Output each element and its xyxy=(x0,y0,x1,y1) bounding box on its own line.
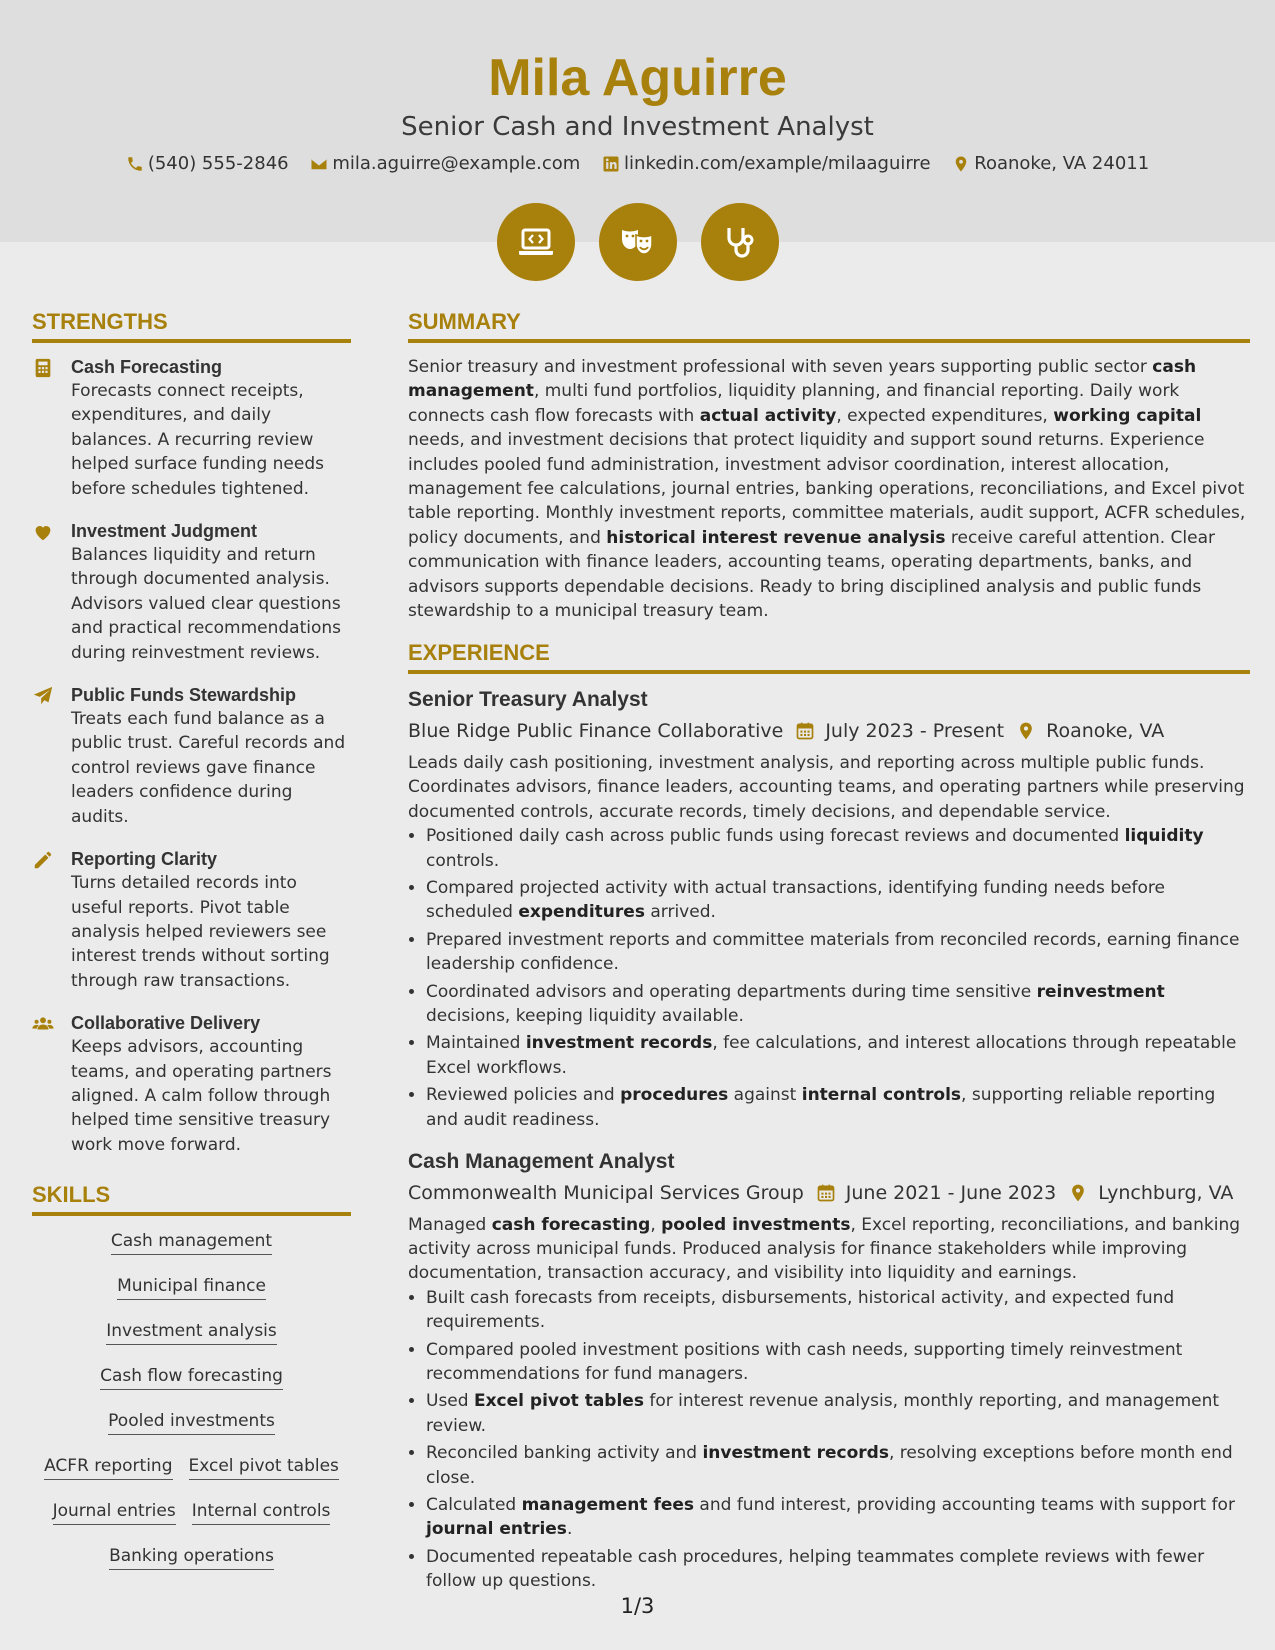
contact-line xyxy=(0,152,1275,180)
summary-heading: SUMMARY xyxy=(408,306,1250,343)
badge-stethoscope xyxy=(701,203,779,281)
skill-tag: Internal controls xyxy=(192,1498,331,1525)
job-meta xyxy=(408,1178,1250,1207)
job-bullet: • Reviewed policies and procedures against internal controls, supporting reliable reporting and audit readiness. xyxy=(426,1083,1250,1132)
experience-list xyxy=(408,686,1250,1593)
laptop-code-icon xyxy=(516,222,556,262)
skills-heading: SKILLS xyxy=(32,1179,351,1216)
phone-text: (540) 555-2846 xyxy=(147,153,289,174)
skill-tag: Banking operations xyxy=(109,1543,274,1570)
strength-item xyxy=(32,355,351,501)
skill-tag: Pooled investments xyxy=(108,1408,275,1435)
job-dates: June 2021 - June 2023 xyxy=(845,1181,1057,1204)
strength-description: Forecasts connect receipts, expenditures, and daily balances. A recurring review helped surface funding needs before schedules tightened. xyxy=(71,381,324,499)
skill-tag: Municipal finance xyxy=(117,1273,266,1300)
job-bullet: • Calculated management fees and fund interest, providing accounting teams with support for journal entries. xyxy=(426,1493,1250,1542)
calendar-icon xyxy=(816,1183,836,1203)
calculator-icon xyxy=(32,357,54,379)
phone-icon xyxy=(126,155,144,173)
job-bullet: • Prepared investment reports and committee materials from reconciled records, earning finance leadership confidence. xyxy=(426,928,1250,977)
calendar-icon xyxy=(795,721,815,741)
strength-item xyxy=(32,683,351,829)
strengths-heading: STRENGTHS xyxy=(32,306,351,343)
theater-masks-icon xyxy=(618,222,658,262)
job-location: Lynchburg, VA xyxy=(1098,1181,1234,1204)
job-title: Senior Treasury Analyst xyxy=(408,688,648,712)
strength-description: Keeps advisors, accounting teams, and operating partners aligned. A calm follow through helped time sensitive treasury work move forward. xyxy=(71,1037,332,1155)
experience-heading: EXPERIENCE xyxy=(408,637,1250,674)
page-number: 1/3 xyxy=(620,1594,655,1618)
strength-description: Balances liquidity and return through documented analysis. Advisors valued clear questions and practical recommendations during reinvestment reviews. xyxy=(71,545,342,663)
job-bullets xyxy=(408,1286,1250,1594)
linkedin-icon xyxy=(602,155,620,173)
job-bullet: • Coordinated advisors and operating departments during time sensitive reinvestment decisions, keeping liquidity available. xyxy=(426,980,1250,1029)
users-icon xyxy=(32,1013,54,1035)
badge-laptop-code xyxy=(497,203,575,281)
contact-email[interactable] xyxy=(310,152,580,176)
job-description: Managed cash forecasting, pooled investments, Excel reporting, reconciliations, and banking activity across municipal funds. Produced analysis for finance stakeholders while improving documentation, transaction accuracy, and visibility into liquidity and earnings. xyxy=(408,1214,1241,1284)
job-bullet: • Built cash forecasts from receipts, disbursements, historical activity, and expected fund requirements. xyxy=(426,1286,1250,1335)
envelope-icon xyxy=(310,155,328,173)
summary-text: Senior treasury and investment professional with seven years supporting public sector cash management, multi fund portfolios, liquidity planning, and financial reporting. Daily work connects cash flow forecasts with actual activity, expected expenditures, working capital needs, and investment decisions that protect liquidity and support sound returns. Experience includes pooled fund administration, investment advisor coordination, interest allocation, management fee calculations, journal entries, banking operations, reconciliations, and Excel pivot table reporting. Monthly investment reports, committee materials, audit support, ACFR schedules, policy documents, and historical interest revenue analysis receive careful attention. Clear communication with finance leaders, accounting teams, operating departments, banks, and advisors supports dependable decisions. Ready to bring disciplined analysis and public funds stewardship to a municipal treasury team. xyxy=(408,357,1246,622)
contact-linkedin[interactable] xyxy=(602,152,930,176)
pencil-icon xyxy=(32,849,54,871)
skill-tag: Excel pivot tables xyxy=(189,1453,339,1480)
location-text: Roanoke, VA 24011 xyxy=(974,153,1150,174)
right-column xyxy=(408,306,1250,1610)
job-company: Blue Ridge Public Finance Collaborative xyxy=(408,719,784,742)
candidate-title: Senior Cash and Investment Analyst xyxy=(401,112,874,142)
map-marker-icon xyxy=(1016,721,1036,741)
job-entry xyxy=(408,1148,1250,1594)
skill-row xyxy=(32,1318,351,1346)
job-meta xyxy=(408,716,1250,745)
strength-description: Treats each fund balance as a public trust. Careful records and control reviews gave finance leaders confidence during audits. xyxy=(71,709,346,827)
linkedin-text: linkedin.com/example/milaaguirre xyxy=(624,153,931,174)
skill-row xyxy=(32,1453,351,1481)
job-company: Commonwealth Municipal Services Group xyxy=(408,1181,804,1204)
strength-title: Cash Forecasting xyxy=(71,357,223,377)
skills-list xyxy=(32,1228,351,1571)
contact-phone[interactable] xyxy=(126,152,289,176)
candidate-name: Mila Aguirre xyxy=(488,49,787,107)
job-bullet: • Compared pooled investment positions with cash needs, supporting timely reinvestment recommendations for fund managers. xyxy=(426,1338,1250,1387)
badge-theater-masks xyxy=(599,203,677,281)
map-marker-icon xyxy=(1068,1183,1088,1203)
job-bullet: • Used Excel pivot tables for interest revenue analysis, monthly reporting, and management review. xyxy=(426,1389,1250,1438)
contact-location xyxy=(952,152,1149,176)
skill-tag: Cash flow forecasting xyxy=(100,1363,283,1390)
skill-tag: Journal entries xyxy=(53,1498,176,1525)
paper-plane-icon xyxy=(32,685,54,707)
job-bullet: • Documented repeatable cash procedures, helping teammates complete reviews with fewer follow up questions. xyxy=(426,1545,1250,1594)
skill-row xyxy=(32,1273,351,1301)
job-location: Roanoke, VA xyxy=(1046,719,1165,742)
skill-tag: ACFR reporting xyxy=(44,1453,172,1480)
job-bullet: • Positioned daily cash across public funds using forecast reviews and documented liquidity controls. xyxy=(426,824,1250,873)
job-bullet: • Compared projected activity with actual transactions, identifying funding needs before scheduled expenditures arrived. xyxy=(426,876,1250,925)
strength-title: Public Funds Stewardship xyxy=(71,685,297,706)
strength-item xyxy=(32,519,351,665)
job-bullet: • Maintained investment records, fee calculations, and interest allocations through repeatable Excel workflows. xyxy=(426,1031,1250,1080)
strengths-list xyxy=(32,355,351,1157)
stethoscope-icon xyxy=(720,222,760,262)
skill-row xyxy=(32,1363,351,1391)
skill-row xyxy=(32,1228,351,1256)
strength-title: Investment Judgment xyxy=(71,521,258,542)
email-text: mila.aguirre@example.com xyxy=(332,153,581,174)
skill-row xyxy=(32,1408,351,1436)
strength-title: Collaborative Delivery xyxy=(71,1013,261,1034)
heart-icon xyxy=(32,521,54,543)
job-dates: July 2023 - Present xyxy=(825,719,1005,742)
job-description: Leads daily cash positioning, investment analysis, and reporting across multiple public funds. Coordinates advisors, finance leaders, accounting teams, and operating partners while preserving documented controls, accurate records, timely decisions, and dependable service. xyxy=(408,752,1245,822)
job-bullet: • Reconciled banking activity and investment records, resolving exceptions before month end close. xyxy=(426,1441,1250,1490)
interest-badges xyxy=(0,203,1275,281)
strength-title: Reporting Clarity xyxy=(71,849,218,870)
skill-tag: Investment analysis xyxy=(106,1318,277,1345)
skill-row xyxy=(32,1543,351,1571)
map-marker-icon xyxy=(952,155,970,173)
skill-row xyxy=(32,1498,351,1526)
job-title: Cash Management Analyst xyxy=(408,1150,675,1174)
strength-item xyxy=(32,1011,351,1157)
strength-item xyxy=(32,847,351,993)
left-column xyxy=(32,306,351,1588)
job-entry xyxy=(408,686,1250,1132)
skill-tag: Cash management xyxy=(111,1228,272,1255)
strength-description: Turns detailed records into useful reports. Pivot table analysis helped reviewers see interest trends without sorting through raw transactions. xyxy=(71,873,330,991)
job-bullets xyxy=(408,824,1250,1132)
